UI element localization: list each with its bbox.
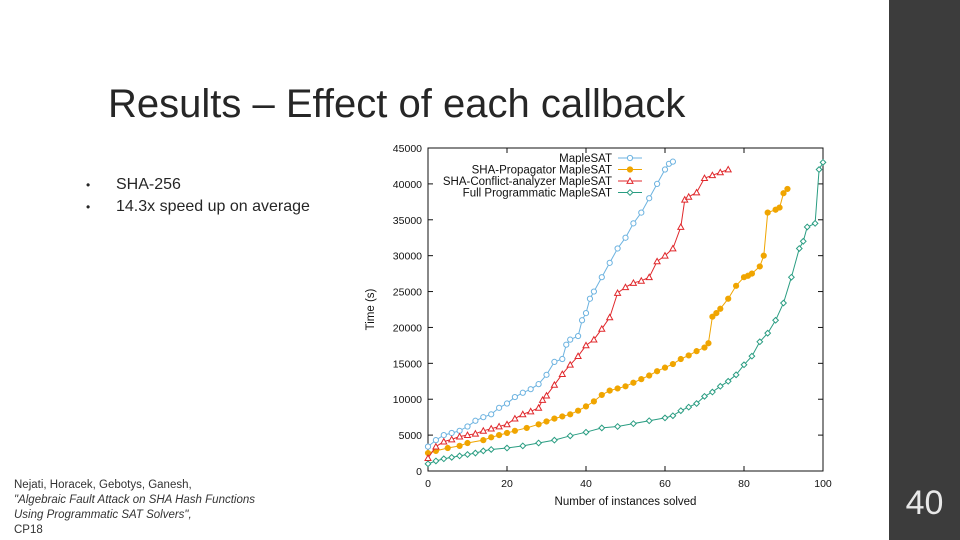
series-line bbox=[428, 162, 673, 447]
data-point bbox=[552, 416, 558, 422]
x-tick-label: 20 bbox=[501, 478, 513, 490]
data-point bbox=[567, 411, 573, 417]
y-tick-label: 0 bbox=[416, 466, 422, 478]
x-tick-label: 0 bbox=[425, 478, 431, 490]
y-axis-label: Time (s) bbox=[365, 288, 377, 331]
data-point bbox=[465, 424, 470, 429]
data-point bbox=[449, 430, 454, 435]
legend-label: SHA-Conflict-analyzer MapleSAT bbox=[442, 176, 612, 188]
x-tick-label: 100 bbox=[814, 478, 832, 490]
data-point bbox=[607, 314, 613, 319]
x-tick-label: 60 bbox=[659, 478, 671, 490]
data-point bbox=[567, 433, 573, 439]
data-point bbox=[718, 306, 724, 312]
x-tick-label: 40 bbox=[580, 478, 592, 490]
data-point bbox=[670, 159, 675, 164]
data-point bbox=[512, 416, 518, 421]
y-tick-label: 5000 bbox=[398, 430, 422, 443]
data-point bbox=[457, 453, 463, 459]
data-point bbox=[488, 447, 494, 453]
data-point bbox=[631, 421, 637, 427]
data-point bbox=[615, 424, 621, 430]
data-point bbox=[587, 296, 592, 301]
data-point bbox=[433, 458, 439, 464]
data-point bbox=[576, 333, 581, 338]
data-point bbox=[583, 429, 589, 435]
data-point bbox=[639, 376, 645, 382]
data-point bbox=[445, 445, 451, 451]
data-point bbox=[488, 434, 494, 440]
data-point bbox=[496, 432, 502, 438]
data-point bbox=[544, 372, 549, 377]
data-point bbox=[441, 456, 447, 462]
y-tick-label: 40000 bbox=[392, 178, 422, 191]
data-point bbox=[623, 284, 629, 289]
data-point bbox=[528, 387, 533, 392]
y-tick-label: 45000 bbox=[392, 143, 422, 155]
data-point bbox=[773, 317, 779, 323]
data-point bbox=[425, 444, 430, 449]
data-point bbox=[504, 401, 509, 406]
data-point bbox=[647, 196, 652, 201]
data-point bbox=[694, 348, 700, 354]
data-point bbox=[599, 392, 605, 398]
data-point bbox=[631, 380, 637, 386]
series-line bbox=[428, 162, 823, 463]
data-point bbox=[733, 283, 739, 289]
data-point bbox=[465, 452, 471, 458]
data-point bbox=[512, 428, 518, 434]
data-point bbox=[615, 386, 621, 392]
citation-title-line2: Using Programmatic SAT Solvers", bbox=[14, 509, 192, 521]
data-point bbox=[520, 390, 525, 395]
data-point bbox=[528, 408, 534, 413]
data-point bbox=[749, 271, 755, 277]
legend-label: Full Programmatic MapleSAT bbox=[462, 187, 612, 200]
data-point bbox=[646, 373, 652, 379]
data-point bbox=[560, 414, 566, 420]
y-tick-label: 35000 bbox=[392, 214, 422, 227]
data-point bbox=[816, 167, 822, 173]
citation-venue: CP18 bbox=[14, 524, 43, 536]
y-tick-label: 15000 bbox=[392, 358, 422, 371]
data-point bbox=[607, 260, 612, 265]
data-point bbox=[655, 181, 660, 186]
data-point bbox=[583, 404, 589, 410]
data-point bbox=[820, 160, 826, 166]
data-point bbox=[686, 194, 692, 199]
data-point bbox=[678, 224, 684, 229]
citation-title-line1: "Algebraic Fault Attack on SHA Hash Functions bbox=[14, 494, 256, 506]
data-point bbox=[777, 205, 783, 211]
data-point bbox=[433, 444, 439, 449]
data-point bbox=[591, 399, 597, 405]
data-point bbox=[504, 421, 510, 426]
data-point bbox=[797, 246, 803, 252]
y-tick-label: 20000 bbox=[392, 322, 422, 335]
side-band bbox=[889, 0, 960, 540]
data-point bbox=[579, 318, 584, 323]
data-point bbox=[457, 443, 463, 449]
data-point bbox=[789, 274, 795, 280]
data-point bbox=[757, 264, 763, 270]
data-point bbox=[512, 394, 517, 399]
data-point bbox=[481, 437, 487, 443]
data-point bbox=[646, 274, 652, 279]
data-point bbox=[678, 356, 684, 362]
data-point bbox=[449, 455, 455, 461]
y-tick-label: 10000 bbox=[392, 394, 422, 407]
data-point bbox=[646, 418, 652, 424]
data-point bbox=[560, 356, 565, 361]
data-point bbox=[433, 438, 438, 443]
data-point bbox=[725, 167, 731, 172]
data-point bbox=[686, 353, 692, 359]
data-point bbox=[804, 224, 810, 230]
data-point bbox=[765, 210, 771, 216]
y-tick-label: 25000 bbox=[392, 286, 422, 299]
data-point bbox=[473, 418, 478, 423]
data-point bbox=[544, 419, 550, 425]
legend-swatch-marker bbox=[627, 167, 633, 173]
data-point bbox=[694, 190, 700, 195]
data-point bbox=[800, 239, 806, 245]
slide-title: Results – Effect of each callback bbox=[108, 82, 686, 126]
data-point bbox=[583, 342, 589, 347]
data-point bbox=[425, 461, 431, 467]
data-point bbox=[725, 296, 731, 302]
data-point bbox=[564, 342, 569, 347]
bullet-glyph: • bbox=[86, 200, 91, 214]
data-point bbox=[473, 450, 479, 456]
data-point bbox=[520, 443, 526, 449]
data-point bbox=[489, 412, 494, 417]
data-point bbox=[662, 415, 668, 421]
data-point bbox=[607, 388, 613, 394]
citation-authors: Nejati, Horacek, Gebotys, Ganesh, bbox=[14, 479, 192, 491]
data-point bbox=[552, 437, 558, 443]
data-point bbox=[639, 210, 644, 215]
data-point bbox=[686, 404, 692, 410]
data-point bbox=[481, 415, 486, 420]
legend-label: MapleSAT bbox=[559, 153, 612, 165]
series-layer bbox=[425, 159, 826, 467]
data-point bbox=[670, 413, 676, 419]
bullet-text: 14.3x speed up on average bbox=[116, 198, 310, 215]
data-point bbox=[623, 235, 628, 240]
data-point bbox=[662, 167, 667, 172]
data-point bbox=[615, 246, 620, 251]
data-point bbox=[706, 340, 712, 346]
data-point bbox=[524, 425, 530, 431]
data-point bbox=[536, 440, 542, 446]
data-point bbox=[465, 440, 471, 446]
data-point bbox=[785, 186, 791, 192]
data-point bbox=[568, 337, 573, 342]
data-point bbox=[504, 430, 510, 436]
data-point bbox=[599, 275, 604, 280]
x-tick-label: 80 bbox=[738, 478, 750, 490]
data-point bbox=[599, 425, 605, 431]
data-point bbox=[497, 405, 502, 410]
data-point bbox=[812, 221, 818, 227]
data-point bbox=[536, 405, 542, 410]
data-point bbox=[638, 278, 644, 283]
data-point bbox=[623, 384, 629, 390]
data-point bbox=[441, 433, 446, 438]
legend-label: SHA-Propagator MapleSAT bbox=[471, 164, 612, 177]
series-line bbox=[428, 170, 728, 459]
data-point bbox=[761, 253, 767, 259]
bullet-text: SHA-256 bbox=[116, 176, 181, 193]
series-circle bbox=[425, 159, 675, 449]
data-point bbox=[481, 448, 487, 454]
y-tick-label: 30000 bbox=[392, 250, 422, 263]
bullet-glyph: • bbox=[86, 178, 91, 192]
results-chart bbox=[356, 138, 840, 508]
data-point bbox=[536, 422, 542, 428]
data-point bbox=[631, 221, 636, 226]
data-point bbox=[552, 359, 557, 364]
bullet-item bbox=[86, 196, 310, 218]
data-point bbox=[654, 258, 660, 263]
legend-swatch-marker bbox=[627, 155, 632, 160]
legend-swatch-marker bbox=[627, 190, 633, 196]
data-point bbox=[670, 361, 676, 367]
data-point bbox=[678, 408, 684, 414]
data-point bbox=[670, 245, 676, 250]
data-point bbox=[781, 300, 787, 306]
x-axis-label: Number of instances solved bbox=[554, 496, 697, 508]
data-point bbox=[615, 290, 621, 295]
series-triangle bbox=[425, 164, 731, 461]
data-point bbox=[662, 365, 668, 371]
data-point bbox=[575, 408, 581, 414]
data-point bbox=[583, 310, 588, 315]
page-number: 40 bbox=[905, 484, 944, 522]
bullet-item bbox=[86, 174, 310, 196]
data-point bbox=[536, 382, 541, 387]
bullet-list bbox=[86, 174, 310, 218]
legend bbox=[443, 153, 642, 200]
data-point bbox=[504, 445, 510, 451]
citation bbox=[14, 478, 304, 538]
data-point bbox=[591, 289, 596, 294]
series-diamond bbox=[425, 160, 826, 467]
data-point bbox=[654, 368, 660, 374]
